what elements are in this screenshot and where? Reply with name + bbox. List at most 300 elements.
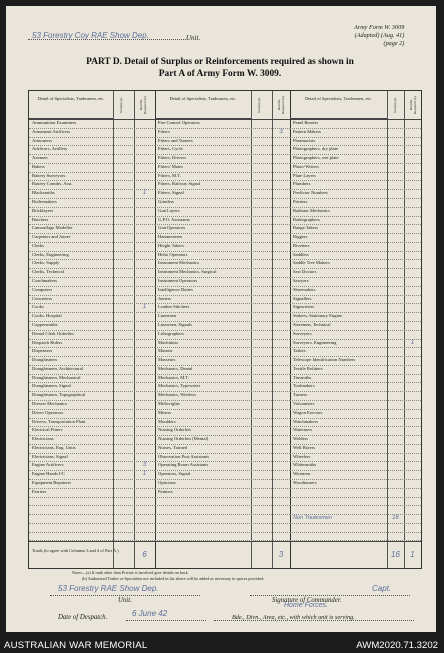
table-row-reinf (272, 172, 290, 181)
table-row-label: Panel Beaters (293, 120, 319, 125)
table-row-surplus (387, 435, 404, 444)
table-row-reinf (404, 523, 421, 532)
table-row-surplus (113, 514, 134, 523)
table-row-reinf (134, 137, 155, 146)
table-row-reinf (404, 119, 421, 128)
table-row-label (29, 497, 113, 506)
table-row-label: Instrument Mechanics, Surgical (158, 269, 217, 275)
header-reinforcements: Reinfts. Required (b) (277, 96, 285, 114)
table-row-label: Observation Post Assistants (158, 453, 210, 459)
table-row-label: Opticians (158, 479, 176, 485)
table-row-surplus (113, 180, 134, 189)
table-row-surplus (387, 268, 404, 277)
totals-value: 16 (391, 550, 400, 559)
table-row-reinf (134, 523, 155, 532)
table-row-reinf (404, 356, 421, 365)
table-row-reinf (272, 268, 290, 277)
table-row-label: Wagon Erectors (293, 409, 323, 415)
table-row-reinf (272, 426, 290, 435)
table-row-label: Draughtsmen, Mechanical (32, 374, 81, 380)
table-row-label: Electrical Fitters (32, 427, 63, 433)
table-row-surplus (387, 505, 404, 514)
table-row-label: Woodturners (293, 479, 317, 485)
table-row-label: Concreters (32, 295, 52, 301)
header-surplus: Surplus (a) (119, 97, 123, 113)
table-row-reinf (404, 470, 421, 479)
table-row-surplus (251, 470, 272, 479)
table-row-reinf (404, 154, 421, 163)
table-row-reinf (272, 224, 290, 233)
table-row-reinf (134, 488, 155, 497)
table-row-surplus (251, 461, 272, 470)
table-row-reinf (272, 514, 290, 523)
table-row-label: Operating Room Assistants (158, 462, 209, 468)
table-row-reinf (272, 216, 290, 225)
table-row-surplus (387, 233, 404, 242)
table-row-label: Ammunition Examiners (32, 120, 77, 125)
table-row-label: Radiator Mechanics (293, 207, 330, 213)
table-row-label (29, 523, 113, 532)
table-row-reinf (272, 479, 290, 488)
table-row-reinf (134, 453, 155, 462)
table-row-reinf (134, 339, 155, 348)
table-row-reinf (134, 391, 155, 400)
table-row-surplus (113, 365, 134, 374)
table-row-label: Equipment Repairers (32, 479, 71, 485)
table-row-label: Storemen, Technical (293, 321, 331, 327)
table-row-surplus (387, 339, 404, 348)
table-row-label: Battery Comdrs. Asst. (32, 181, 73, 187)
table-row-surplus (251, 426, 272, 435)
table-row-surplus (387, 137, 404, 146)
table-row-surplus (387, 409, 404, 418)
table-row-label: Cooks (32, 304, 44, 310)
table-row-surplus (251, 382, 272, 391)
table-row-surplus (387, 180, 404, 189)
table-row-label: Wheelers (293, 453, 311, 459)
table-row-surplus (251, 180, 272, 189)
table-row-surplus (251, 400, 272, 409)
table-row-label: Nursing Orderlies (Mental) (158, 436, 209, 442)
table-row-surplus (387, 119, 404, 128)
table-row-label: Cooks, Hospital (32, 313, 62, 319)
table-row-label: Predictor Numbers (293, 190, 328, 196)
table-row-surplus (113, 374, 134, 383)
table-row-reinf (404, 347, 421, 356)
table-row-surplus (251, 339, 272, 348)
table-row-reinf (404, 128, 421, 137)
table-row-label: Carpenter and Joiner (32, 234, 71, 240)
totals-label: Totals (to agree with Columns 3 and 4 of Part A.) (29, 541, 156, 567)
table-row-surplus (251, 356, 272, 365)
table-row-label: Welders (293, 436, 308, 442)
table-row-reinf (272, 532, 290, 541)
table-row-label: Dental Clerk Orderlies (32, 330, 74, 336)
table-row-label: Mechanics, Typewriter (158, 383, 201, 389)
table-row-label (290, 532, 387, 541)
table-row-label: Radiographers (293, 216, 320, 222)
table-row-surplus (387, 497, 404, 506)
table-row-reinf (404, 189, 421, 198)
table-row-surplus (387, 330, 404, 339)
table-row-surplus (113, 444, 134, 453)
table-row-label: Turners (293, 392, 308, 398)
table-row-label: Draughtsmen, Signal (32, 383, 71, 389)
table-row-surplus (113, 461, 134, 470)
table-row-label: Millwrights (158, 400, 180, 406)
table-row-label: Non Tradesmen (293, 515, 333, 522)
table-row-label: Hammermen (158, 234, 182, 240)
table-row-reinf (272, 145, 290, 154)
specialists-table (28, 90, 422, 569)
table-row-label: Operators, Signal (158, 471, 191, 477)
table-row-reinf (404, 488, 421, 497)
table-row-reinf (272, 277, 290, 286)
table-row-label: Butchers (32, 216, 49, 222)
signature-handwritten: Capt. (372, 584, 392, 593)
table-row-reinf (134, 356, 155, 365)
table-row-reinf: 3 (142, 462, 147, 469)
notes (72, 570, 264, 582)
table-row-surplus (387, 277, 404, 286)
table-row-surplus (113, 198, 134, 207)
table-row-surplus (113, 330, 134, 339)
table-row-label: Tailors (293, 348, 306, 354)
table-row-reinf (272, 259, 290, 268)
table-row-reinf (272, 356, 290, 365)
table-row-surplus (251, 295, 272, 304)
table-row-reinf (404, 365, 421, 374)
table-row-surplus (387, 347, 404, 356)
table-row-label: Electricians (32, 436, 54, 442)
table-row-label: Telescope Identification Numbers (293, 357, 356, 363)
table-row-reinf (404, 242, 421, 251)
table-row-label: Pattern Makers (293, 128, 321, 134)
table-row-reinf (134, 154, 155, 163)
table-row-surplus (113, 224, 134, 233)
table-row-surplus (251, 374, 272, 383)
table-row-label: Linesmen (158, 313, 177, 319)
table-row-reinf (272, 137, 290, 146)
table-row-label: Engine Hands I/C (32, 471, 65, 477)
table-row-label: Computers (32, 286, 53, 292)
table-row-reinf (134, 479, 155, 488)
table-row-reinf (404, 330, 421, 339)
table-row-label (155, 514, 251, 523)
totals-value: 3 (278, 550, 284, 559)
table-row-reinf (404, 180, 421, 189)
table-row-reinf (134, 128, 155, 137)
table-row-reinf (134, 409, 155, 418)
table-row-label: Helio Operators (158, 251, 188, 257)
table-row-surplus (387, 479, 404, 488)
table-row-reinf (272, 347, 290, 356)
table-row-reinf (134, 330, 155, 339)
table-row-reinf (134, 444, 155, 453)
table-row-reinf (404, 435, 421, 444)
table-row-surplus (113, 277, 134, 286)
table-row-label: Saddlers (293, 251, 309, 257)
table-row-label: Moulders (158, 418, 176, 424)
table-row-surplus (251, 189, 272, 198)
table-row-label: Fire Control Operators (158, 120, 200, 125)
table-row-label: Gun Layers (158, 207, 180, 213)
table-row-label: Shoemakers (293, 286, 316, 292)
signature-handwritten-2: Home Forces. (284, 602, 328, 609)
table-row-surplus (113, 523, 134, 532)
table-row-surplus (387, 426, 404, 435)
table-row-surplus (251, 418, 272, 427)
table-row-reinf (404, 479, 421, 488)
table-row-label: Photographers, dry plate (293, 146, 339, 152)
table-row-reinf (272, 119, 290, 128)
table-row-label: Dresser Mechanics (32, 400, 68, 406)
table-row-label: Nursing Orderlies (158, 427, 192, 433)
table-row-reinf (404, 426, 421, 435)
table-row-surplus (113, 163, 134, 172)
table-row-reinf (134, 233, 155, 242)
table-row-surplus (387, 523, 404, 532)
table-row-surplus (387, 321, 404, 330)
table-row-surplus (251, 216, 272, 225)
table-row-reinf (272, 295, 290, 304)
table-row-surplus: 16 (392, 515, 399, 522)
table-row-label: Sawyers (293, 278, 309, 284)
table-row-reinf (134, 347, 155, 356)
table-row-reinf (404, 391, 421, 400)
table-row-surplus (387, 444, 404, 453)
table-row-label: Fitters, M.T. (158, 172, 181, 178)
table-row-label (290, 523, 387, 532)
table-row-surplus (113, 409, 134, 418)
table-row-label: Clerks, Supply (32, 260, 60, 266)
table-row-surplus (113, 497, 134, 506)
table-row-reinf (272, 312, 290, 321)
table-row-surplus (387, 488, 404, 497)
table-row-surplus (251, 532, 272, 541)
table-row-label: Plumbers (293, 181, 311, 187)
table-row-surplus (251, 163, 272, 172)
table-row-surplus (251, 259, 272, 268)
table-row-surplus (251, 277, 272, 286)
table-row-label: Signallers (293, 295, 312, 301)
table-row-reinf (134, 374, 155, 383)
table-row-surplus (387, 295, 404, 304)
table-row-surplus (113, 400, 134, 409)
table-row-reinf (134, 268, 155, 277)
table-row-label: Masseurs (158, 357, 176, 363)
table-row-label: Farriers (32, 488, 47, 494)
table-row-reinf: 1 (410, 339, 415, 346)
table-row-surplus (251, 198, 272, 207)
table-row-reinf (272, 453, 290, 462)
table-row-reinf (134, 435, 155, 444)
table-row-label (29, 532, 113, 541)
table-row-label: Photographers, wet plate (293, 155, 339, 161)
table-row-surplus (251, 303, 272, 312)
form-ref-line3: (page 2) (383, 40, 405, 47)
table-row-label: Lithographers (158, 330, 184, 336)
table-row-reinf (404, 514, 421, 523)
table-row-label (155, 497, 251, 506)
table-row-label: Blacksmiths (32, 190, 55, 196)
table-row-label: Clerks, Engineering (32, 251, 69, 257)
table-row-surplus (251, 497, 272, 506)
table-row-reinf (272, 251, 290, 260)
table-row-reinf (404, 233, 421, 242)
table-row-surplus (113, 145, 134, 154)
table-row-surplus (251, 233, 272, 242)
table-row-label: Coachmakers (32, 278, 58, 284)
date-handwritten: 6 June 42 (132, 609, 168, 618)
table-row-reinf (404, 268, 421, 277)
table-row-label: Fitters, Drivers (158, 155, 186, 161)
table-row-surplus (113, 321, 134, 330)
table-row-label: Armament Artificers (32, 128, 71, 134)
table-row-surplus (113, 268, 134, 277)
table-row-reinf (272, 444, 290, 453)
table-row-label: Fitters, Signal (158, 190, 184, 196)
table-row-surplus (387, 374, 404, 383)
table-row-surplus (113, 303, 134, 312)
table-row-surplus (387, 470, 404, 479)
table-row-label: Fitters and Turners (158, 137, 193, 143)
table-row-label: Rivetters (293, 242, 310, 248)
table-row-surplus (387, 145, 404, 154)
table-row-reinf (272, 488, 290, 497)
table-row-surplus (113, 295, 134, 304)
table-row-surplus (387, 224, 404, 233)
table-row-label: Drivers, Transportation Plant (32, 418, 86, 424)
table-row-reinf (134, 497, 155, 506)
table-row-label: Draughtsmen (32, 357, 57, 363)
table-row-reinf (272, 435, 290, 444)
table-row-surplus (251, 207, 272, 216)
table-row-label: Mechanics, M.T. (158, 374, 190, 380)
header-underline (290, 91, 421, 120)
unit-label: Unit. (186, 34, 201, 42)
table-row-reinf (404, 295, 421, 304)
table-row-reinf (134, 198, 155, 207)
table-row-label: Instrument Mechanics (158, 260, 199, 266)
table-row-label: Draughtsmen, Architectural (32, 365, 84, 371)
table-row-surplus (251, 251, 272, 260)
table-row-label: Masons (158, 348, 173, 354)
table-row-reinf (404, 400, 421, 409)
table-row-surplus (251, 514, 272, 523)
table-row-reinf (404, 461, 421, 470)
table-row-label: Photo-Writers (293, 163, 319, 169)
table-row-surplus (113, 505, 134, 514)
unit-handwritten: 53 Forestry Coy RAE Show Dep. (32, 31, 149, 40)
table-row-surplus (387, 172, 404, 181)
table-row-label: Artificers, Artillery (32, 146, 68, 152)
table-row-reinf (134, 251, 155, 260)
table-row-label: Surveyors (293, 330, 312, 336)
archive-id: AWM2020.71.3202 (356, 640, 438, 651)
table-row-surplus (113, 233, 134, 242)
table-row-surplus (113, 418, 134, 427)
table-row-surplus (113, 259, 134, 268)
table-row-surplus (113, 312, 134, 321)
table-row-surplus (113, 172, 134, 181)
table-row-reinf (134, 172, 155, 181)
table-row-reinf (404, 505, 421, 514)
table-row-surplus (113, 189, 134, 198)
table-row-reinf (404, 198, 421, 207)
table-row-surplus (251, 321, 272, 330)
table-row-label: Stokers, Stationary Engine (293, 313, 343, 319)
table-row-reinf (404, 444, 421, 453)
table-row-label: Mechanics, Wireless (158, 392, 196, 398)
table-row-surplus (387, 303, 404, 312)
table-row-reinf (404, 259, 421, 268)
table-row-label: Clerks (32, 242, 44, 248)
table-row-surplus (113, 470, 134, 479)
table-row-reinf (404, 286, 421, 295)
table-row-label: Height Takers (158, 242, 184, 248)
table-row-surplus (113, 216, 134, 225)
table-row-label: Battery Surveyors (32, 172, 66, 178)
table-row-reinf (272, 242, 290, 251)
table-row-label: Driver Operators (32, 409, 64, 415)
note-b: (b) Authorized Trades or Specialists not included in list above will be added as necessary in spaces provided. (82, 576, 265, 581)
archive-name: AUSTRALIAN WAR MEMORIAL (4, 640, 148, 651)
table-row-reinf (272, 409, 290, 418)
table-row-reinf (134, 505, 155, 514)
table-row-label (155, 505, 251, 514)
table-row-label: Fitters, Cycle (158, 146, 183, 152)
table-row-reinf (134, 321, 155, 330)
table-row-label: Nurses, Trained (158, 444, 188, 450)
table-row-surplus (113, 286, 134, 295)
header-reinforcements: Reinfts. Required (b) (409, 96, 417, 114)
table-row-reinf (404, 172, 421, 181)
table-row-reinf (272, 330, 290, 339)
table-row-label: Printers (293, 199, 308, 205)
table-row-reinf (404, 145, 421, 154)
table-row-reinf (272, 461, 290, 470)
table-row-label: Bricklayers (32, 207, 54, 213)
table-row-surplus (387, 259, 404, 268)
table-row-reinf (404, 409, 421, 418)
table-row-label: Plate Layers (293, 172, 316, 178)
title-line2: Part A of Army Form W. 3009. (158, 69, 282, 79)
table-row-reinf (134, 426, 155, 435)
table-row-label: Tinsmiths (293, 374, 312, 380)
table-row-surplus (113, 207, 134, 216)
table-row-reinf (134, 312, 155, 321)
table-row-reinf (134, 259, 155, 268)
table-row-surplus (387, 418, 404, 427)
table-row-surplus (387, 189, 404, 198)
table-row-reinf (134, 277, 155, 286)
table-row-label: Electricians, Eng. Units (32, 444, 76, 450)
table-row-reinf (134, 532, 155, 541)
table-row-reinf (134, 382, 155, 391)
form-reference (354, 24, 404, 48)
table-row-reinf (134, 180, 155, 189)
table-row-surplus (251, 505, 272, 514)
table-row-surplus (113, 532, 134, 541)
table-row-surplus (251, 479, 272, 488)
table-row-label: Range Takers (293, 225, 318, 231)
table-row-reinf (272, 339, 290, 348)
table-row-surplus (113, 453, 134, 462)
table-row-label (290, 488, 387, 497)
table-row-reinf: 1 (142, 471, 147, 478)
table-row-label: Intelligence Duties (158, 286, 193, 292)
